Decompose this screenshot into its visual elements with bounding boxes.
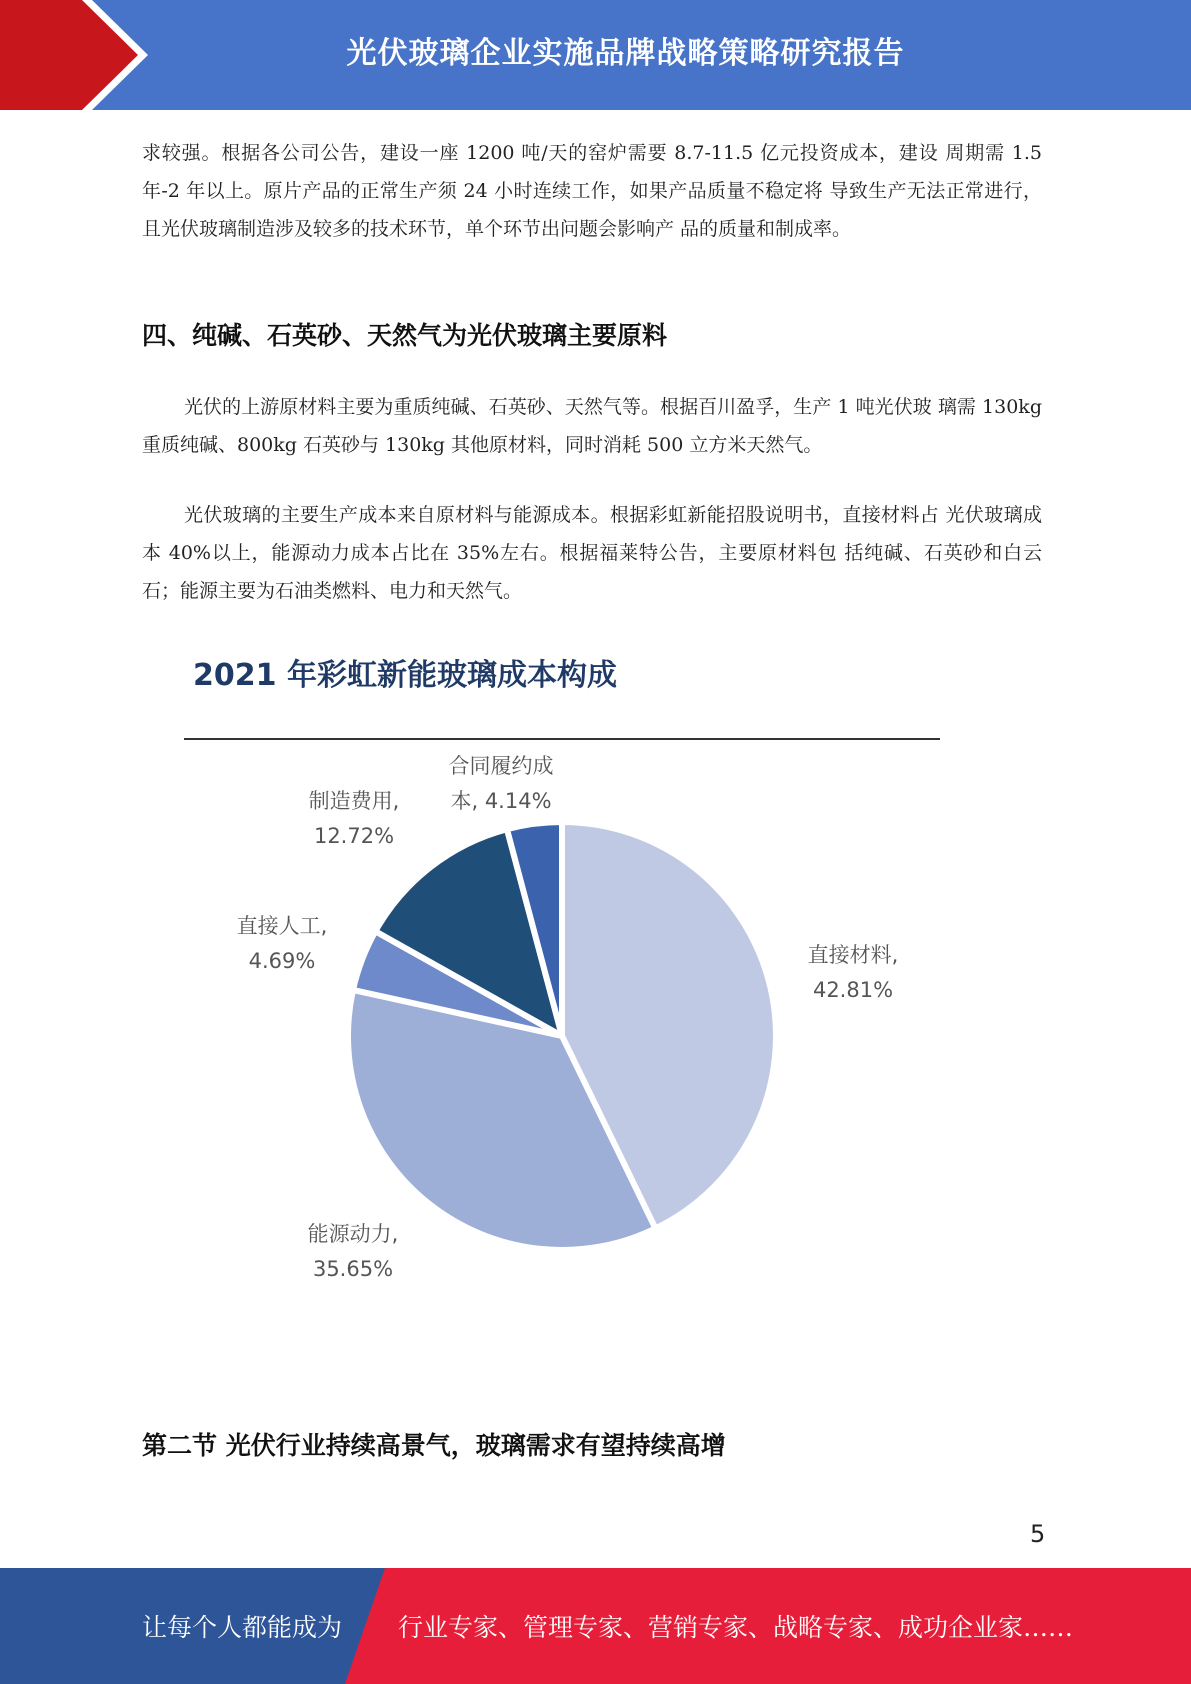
footer-slogan-right: 行业专家、管理专家、营销专家、战略专家、成功企业家…… — [398, 1613, 1074, 1642]
paragraph-production-cost: 光伏玻璃的主要生产成本来自原材料与能源成本。根据彩虹新能招股说明书，直接材料占 光伏玻璃成本 40%以上，能源动力成本占比在 35%左右。根据福莱特公告，主要原材料包 括纯碱、石英砂和白云石；能源主要为石油类燃料、电力和天然气。 — [142, 504, 1042, 602]
pie-slice-label: 直接人工, 4.69% — [236, 914, 328, 973]
paragraph-upstream-materials: 光伏的上游原材料主要为重质纯碱、石英砂、天然气等。根据百川盈孚，生产 1 吨光伏玻 璃需 130kg 重质纯碱、800kg 石英砂与 130kg 其他原材料，同时消耗 500 立方米天然气。 — [142, 396, 1042, 456]
page-number: 5 — [1030, 1520, 1046, 1548]
pie-slice-label: 直接材料, 42.81% — [807, 943, 899, 1002]
chart-title: 2021 年彩虹新能玻璃成本构成 — [193, 658, 617, 693]
pie-slice-label: 能源动力, 35.65% — [307, 1222, 399, 1281]
report-title: 光伏玻璃企业实施品牌战略策略研究报告 — [346, 36, 905, 71]
cost-composition-pie-chart — [0, 740, 1191, 1300]
footer-slogan-left: 让每个人都能成为 — [142, 1613, 343, 1642]
heading-raw-materials: 四、纯碱、石英砂、天然气为光伏玻璃主要原料 — [142, 321, 668, 350]
footer-band — [0, 1568, 1191, 1684]
header-flag-icon — [0, 0, 160, 110]
paragraph-plant-construction: 求较强。根据各公司公告，建设一座 1200 吨/天的窑炉需要 8.7-11.5 亿元投资成本，建设 周期需 1.5 年-2 年以上。原片产品的正常生产须 24 小时连续工作，如果产品质量不稳定将 导致生产无法正常进行，且光伏玻璃制造涉及较多的技术环节，单个环节出问题会影响产 品的质量和制成率。 — [142, 142, 1042, 240]
header-band — [0, 0, 1191, 110]
pie-slice-label: 合同履约成本, 4.14% — [448, 754, 554, 813]
pie-slice-label: 制造费用, 12.72% — [308, 789, 400, 848]
section-heading: 第二节 光伏行业持续高景气，玻璃需求有望持续高增 — [142, 1431, 726, 1460]
